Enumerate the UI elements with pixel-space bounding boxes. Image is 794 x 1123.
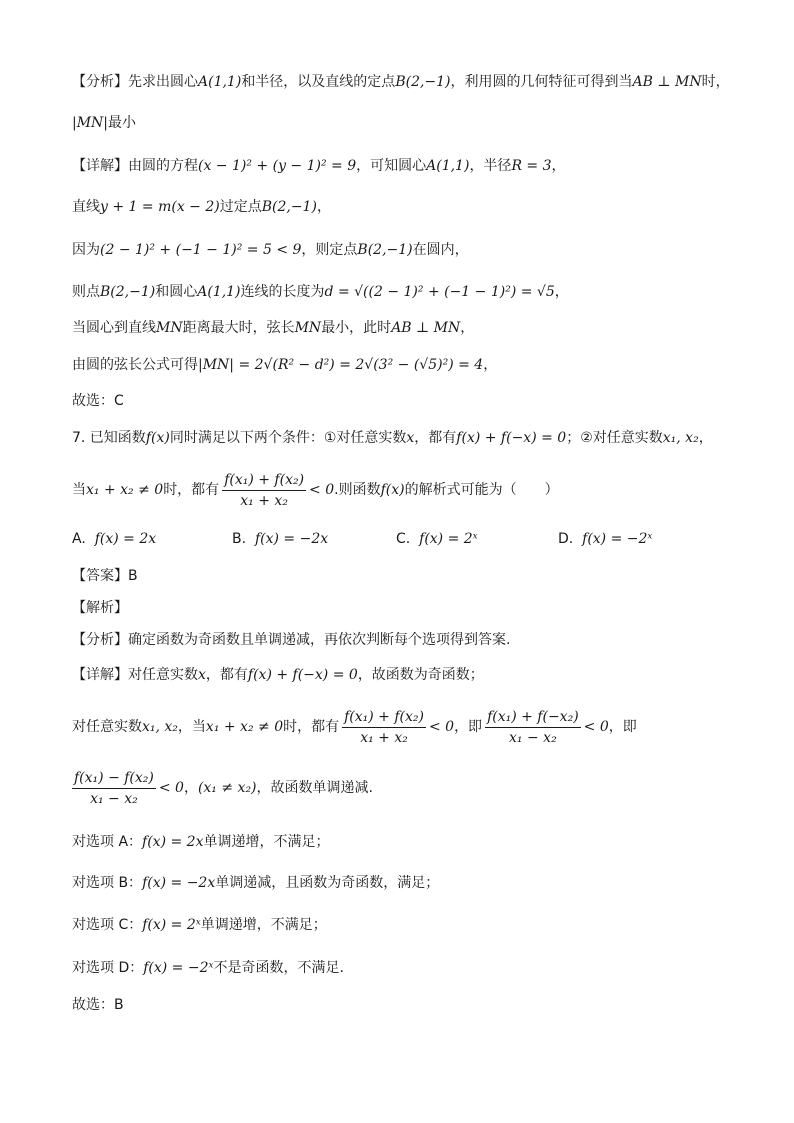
math-sum-nonzero: x₁ + x₂ ≠ 0 [205,719,284,735]
text: 对选项 C： [72,917,143,933]
option-label: B. [232,531,247,547]
text: ，故函数为奇函数； [357,667,484,683]
math-point-b: B(2,−1) [261,199,317,215]
choose-b: 故选：B [72,997,124,1013]
analysis-paragraph: 【分析】确定函数为奇函数且单调递减，再依次判断每个选项得到答案. [72,632,511,648]
fraction-denominator: x₁ + x₂ [360,729,408,746]
math-circle-eq: (x − 1)² + (y − 1)² = 9 [198,158,357,174]
detail-line-4 [72,282,734,302]
text: ，半径 [469,158,512,174]
question-7-line-1 [72,428,734,448]
fraction-numerator: f(x₁) + f(−x₂) [485,708,581,728]
answer-label: 【答案】B [72,568,138,584]
math-point-b: B(2,−1) [100,284,156,300]
text: 由圆的弦长公式可得 [72,357,198,373]
text: 最小，此时 [321,320,392,336]
option-label: A. [72,531,86,547]
fraction [222,471,306,510]
math-less-zero: < 0 [583,719,609,735]
text: ， [483,357,498,373]
math-radius: R = 3 [511,158,552,174]
option-formula: f(x) = −2x [142,875,216,891]
math-inequality: (2 − 1)² + (−1 − 1)² = 5 < 9 [100,242,302,258]
option-label: D. [558,531,574,547]
text: ，利用圆的几何特征可得到当 [450,74,633,90]
math-x: x [406,430,415,446]
analysis-line-1 [72,72,734,92]
option-formula: f(x) = 2x [94,531,157,547]
math-x1-neq-x2: (x₁ ≠ x₂) [197,780,257,796]
text: 时，都有 [283,719,340,735]
option-formula: f(x) = −2ˣ [143,960,214,976]
math-chord-length: |MN| = 2√(R² − d²) = 2√(3² − (√5)²) = 4 [198,357,484,373]
fraction-numerator: f(x₁) − f(x₂) [72,769,156,789]
option-label: C. [396,531,411,547]
detail-line-6 [72,355,734,375]
eval-option-b [72,873,734,893]
eval-option-a [72,832,734,852]
math-mn-abs: |MN| [72,115,109,131]
solution-label: 【解析】 [72,600,128,616]
detail-line-5 [72,318,734,338]
question-7-line-2 [72,468,734,512]
text: 单调递减，且函数为奇函数，满足； [215,875,440,891]
text: 单调递增，不满足； [200,917,327,933]
fraction [342,708,426,747]
math-fx: f(x) [380,482,405,498]
fraction-denominator: x₁ − x₂ [90,790,138,807]
math-perp: AB ⊥ MN [632,74,702,90]
text: ， [316,199,331,215]
option-formula: f(x) = −2ˣ [582,531,653,547]
detail-line-3 [72,240,734,260]
math-odd-condition: f(x) + f(−x) = 0 [247,667,358,683]
option-a [72,531,156,547]
eval-option-c [72,915,734,935]
math-distance: d = √((2 − 1)² + (−1 − 1)²) = √5 [324,284,555,300]
text: 连线的长度为 [240,284,325,300]
math-point-b: B(2,−1) [357,242,413,258]
text: 对任意实数 [72,719,142,735]
text: ，都有 [414,430,457,446]
text: 当圆心到直线 [72,320,156,336]
text: 时， [701,74,730,90]
text: ，故函数单调递减. [256,780,373,796]
text: ， [460,320,475,336]
text: 和圆心 [155,284,198,300]
math-point-b: B(2,−1) [395,74,451,90]
question-number: 7. 已知函数 [72,430,146,446]
math-mn: MN [294,320,322,336]
option-formula: f(x) = 2ˣ [142,917,201,933]
text: 因为 [72,242,100,258]
text: ，则定点 [301,242,358,258]
text: .则函数 [334,482,381,498]
math-line-eq: y + 1 = m(x − 2) [100,199,220,215]
math-center-a: A(1,1) [198,74,242,90]
text: 和半径，以及直线的定点 [241,74,396,90]
detail-2-line-3 [72,766,734,810]
text: 同时满足以下两个条件：①对任意实数 [169,430,407,446]
text: 不是奇函数，不满足. [213,960,344,976]
options-row [0,531,794,551]
analysis-label: 【分析】先求出圆心 [72,74,198,90]
math-x: x [198,667,206,683]
fraction-denominator: x₁ + x₂ [240,492,288,509]
fraction-numerator: f(x₁) + f(x₂) [342,708,426,728]
math-x1-x2: x₁, x₂ [142,719,178,735]
text: 对选项 A： [72,834,143,850]
math-less-zero: < 0 [158,780,184,796]
option-c [396,531,478,547]
text: ，可知圆心 [356,158,427,174]
text: ， [551,158,566,174]
option-b [232,531,328,547]
fraction-numerator: f(x₁) + f(x₂) [222,471,306,491]
text: 距离最大时，弦长 [182,320,295,336]
math-x1-x2: x₁, x₂ [662,430,699,446]
detail-2-line-1 [72,665,734,685]
text: ，即 [454,719,483,735]
choose-c: 故选：C [72,393,124,409]
text: ， [554,284,569,300]
math-center-a: A(1,1) [197,284,241,300]
text: 过定点 [219,199,262,215]
fraction [72,769,156,808]
text: ， [698,430,713,446]
math-odd-condition: f(x) + f(−x) = 0 [456,430,567,446]
option-d [558,531,652,547]
analysis-line-2 [72,113,734,133]
text: 在圆内， [412,242,469,258]
text: ，都有 [205,667,248,683]
detail-label: 【详解】对任意实数 [72,667,198,683]
text: ，当 [177,719,206,735]
text: 当 [72,482,86,498]
math-less-zero: < 0 [428,719,455,735]
detail-label: 【详解】由圆的方程 [72,158,198,174]
detail-line-1 [72,156,734,176]
text: 时，都有 [163,482,220,498]
math-sum-nonzero: x₁ + x₂ ≠ 0 [86,482,164,498]
math-fx: f(x) [145,430,170,446]
math-mn: MN [156,320,183,336]
detail-line-2 [72,197,734,217]
math-less-zero: < 0 [309,482,335,498]
option-formula: f(x) = −2x [254,531,329,547]
text: 则点 [72,284,100,300]
option-formula: f(x) = 2x [142,834,204,850]
math-center-a: A(1,1) [426,158,470,174]
text: 最小 [108,115,137,131]
text: ， [183,780,198,796]
fraction-denominator: x₁ − x₂ [509,729,557,746]
text: ，即 [608,719,637,735]
text: 的解析式可能为（ ） [404,482,559,498]
text: ；②对任意实数 [566,430,663,446]
text: 直线 [72,199,100,215]
math-perp: AB ⊥ MN [391,320,461,336]
detail-2-line-2 [72,705,734,749]
text: 单调递增，不满足； [203,834,330,850]
eval-option-d [72,958,734,978]
option-formula: f(x) = 2ˣ [419,531,478,547]
text: 对选项 B： [72,875,143,891]
fraction [485,708,581,747]
text: 对选项 D： [72,960,144,976]
